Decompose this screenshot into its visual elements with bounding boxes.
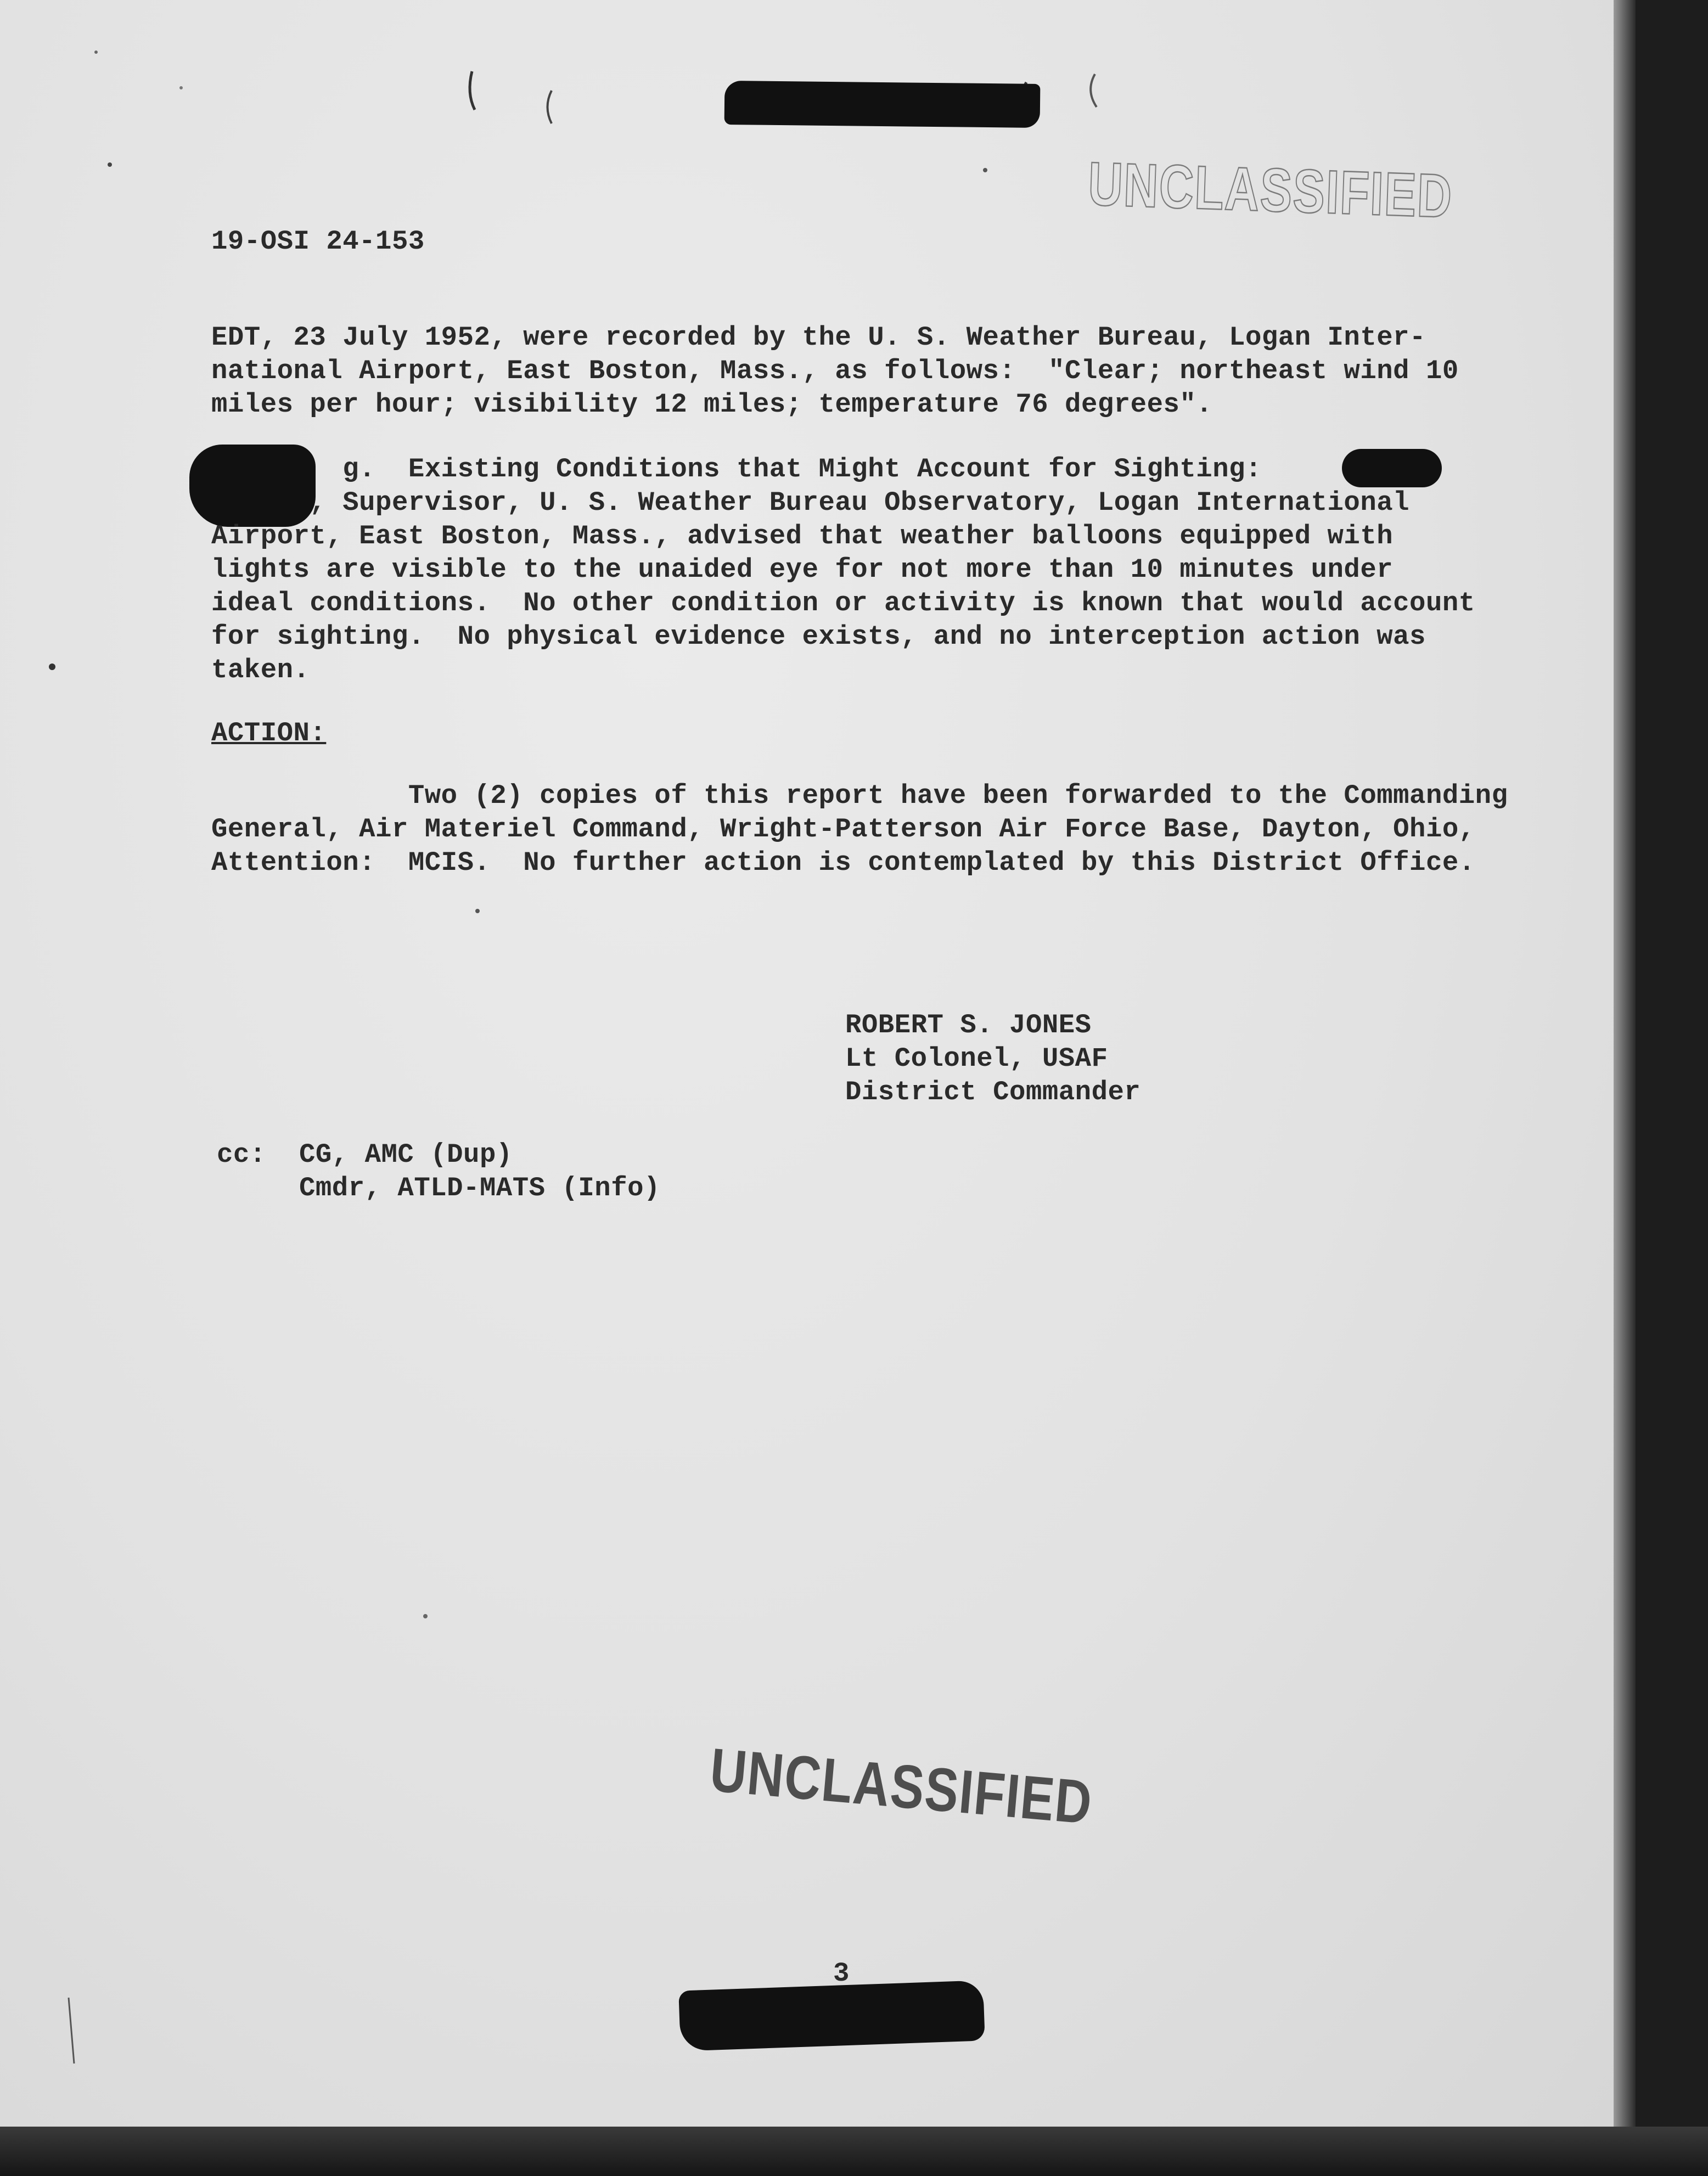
action-heading: ACTION: (211, 718, 327, 749)
redaction-mark-bottom (678, 1980, 985, 2051)
scan-edge-right (1614, 0, 1636, 2129)
unclassified-stamp-top: UNCLASSIFIED (1087, 149, 1454, 231)
cc-label: cc: (217, 1139, 266, 1170)
redaction-mark-top (724, 81, 1041, 128)
file-number: 19-OSI 24-153 (211, 226, 425, 257)
weather-paragraph: EDT, 23 July 1952, were recorded by the U. S. Weather Bureau, Logan Inter- national Airport, East Boston, Mass., as follows: "Clear; northeast wind 10 miles per hour; visibility 12 miles; temperature 76 degrees". (211, 322, 1459, 420)
unclassified-stamp-bottom: UNCLASSIFIED (707, 1735, 1095, 1837)
cc-recipients: CG, AMC (Dup) Cmdr, ATLD-MATS (Info) (299, 1139, 660, 1204)
action-paragraph: Two (2) copies of this report have been forwarded to the Commanding General, Air Materiel Command, Wright-Patterson Air Force Base, Dayton, Ohio, Attention: MCIS. No further action is contemplated by this District Office. (211, 780, 1508, 878)
scan-edge-bottom (0, 2127, 1708, 2176)
page-number: 3 (833, 1958, 850, 1989)
signature-block: ROBERT S. JONES Lt Colonel, USAF District Commander (845, 1010, 1141, 1107)
conditions-paragraph: g. Existing Conditions that Might Account for Sighting: , Supervisor, U. S. Weather Bureau Observatory, Logan International Airport, East Boston, Mass., advised that weather balloons equipped with lights are visible to the unaided eye for not more than 10 minutes under ideal conditions. No other condition or activity is known that would account for sighting. No physical evidence exists, and no interception action was taken. (211, 454, 1475, 685)
